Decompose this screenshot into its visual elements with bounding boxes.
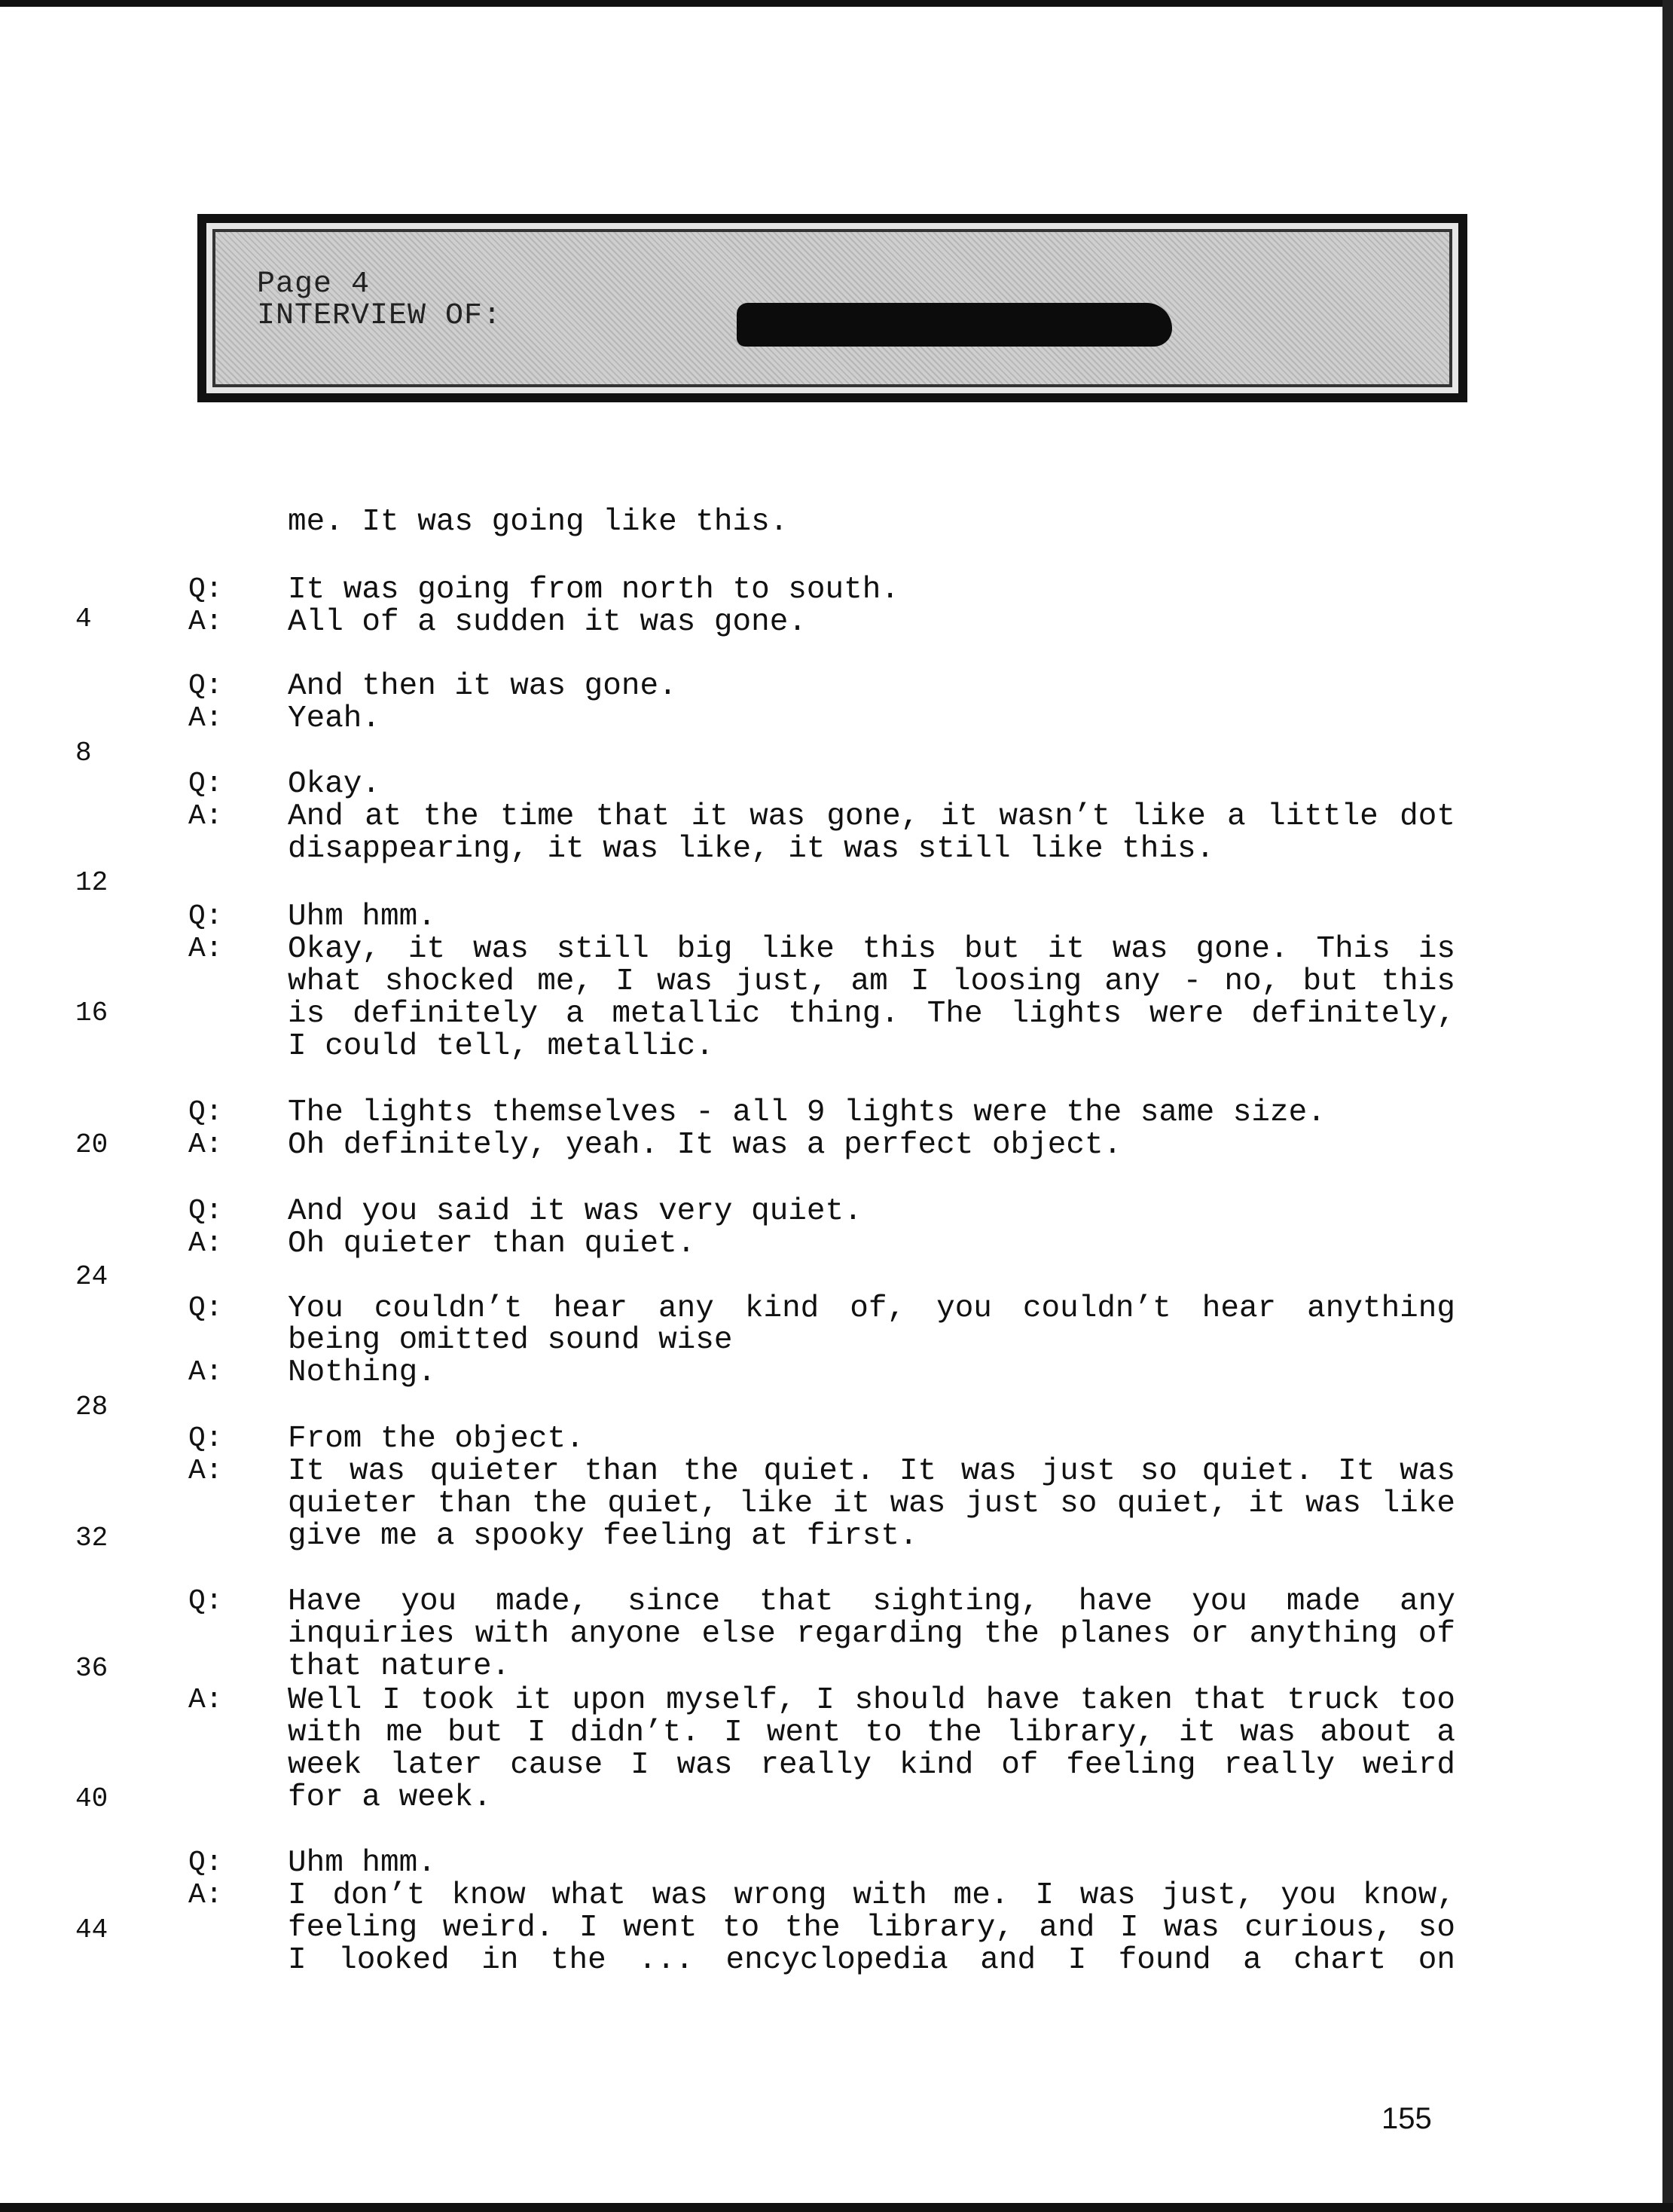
question-label: Q:	[188, 1422, 223, 1455]
transcript-line: Uhm hmm.	[288, 1846, 436, 1881]
transcript-line: Yeah.	[288, 701, 381, 736]
transcript-line: Have you made, since that sighting, have you made any	[288, 1584, 1455, 1619]
transcript-line: Oh quieter than quiet.	[288, 1227, 696, 1261]
transcript-line: what shocked me, I was just, am I loosing any - no, but this	[288, 964, 1455, 999]
line-number: 24	[75, 1261, 108, 1292]
question-label: Q:	[188, 1847, 223, 1879]
answer-label: A:	[188, 1356, 223, 1389]
transcript-line: It was quieter than the quiet. It was just so quiet. It was	[288, 1454, 1455, 1489]
line-number: 12	[75, 867, 108, 898]
transcript-line: Well I took it upon myself, I should have taken that truck too	[288, 1683, 1455, 1718]
answer-label: A:	[188, 1129, 223, 1161]
question-label: Q:	[188, 900, 223, 933]
transcript-line: And at the time that it was gone, it wasn’t like a little dot	[288, 799, 1455, 834]
transcript-line: And then it was gone.	[288, 669, 677, 704]
transcript-line: inquiries with anyone else regarding the planes or anything of	[288, 1617, 1455, 1651]
transcript-line: Uhm hmm.	[288, 900, 436, 934]
line-number: 44	[75, 1914, 108, 1945]
transcript-line: is definitely a metallic thing. The lights were definitely,	[288, 997, 1455, 1031]
question-label: Q:	[188, 1096, 223, 1129]
transcript-line: I don’t know what was wrong with me. I was just, you know,	[288, 1878, 1455, 1913]
line-number: 32	[75, 1523, 108, 1554]
answer-label: A:	[188, 800, 223, 833]
question-label: Q:	[188, 1585, 223, 1618]
answer-label: A:	[188, 933, 223, 965]
transcript-line: Nothing.	[288, 1355, 436, 1390]
transcript-line: Okay, it was still big like this but it was gone. This is	[288, 932, 1455, 967]
interview-header-box	[197, 214, 1467, 402]
question-label: Q:	[188, 768, 223, 800]
transcript-line: being omitted sound wise	[288, 1323, 733, 1358]
question-label: Q:	[188, 573, 223, 606]
header-shaded-panel	[212, 229, 1452, 387]
line-number: 20	[75, 1129, 108, 1160]
answer-label: A:	[188, 1879, 223, 1911]
transcript-line: feeling weird. I went to the library, and I was curious, so	[288, 1911, 1455, 1945]
transcript-line: And you said it was very quiet.	[288, 1194, 862, 1229]
transcript-line: disappearing, it was like, it was still like this.	[288, 832, 1215, 866]
line-number: 8	[75, 738, 92, 768]
scan-edge-right	[1662, 0, 1673, 2212]
line-number: 40	[75, 1783, 108, 1814]
answer-label: A:	[188, 1227, 223, 1260]
answer-label: A:	[188, 606, 223, 638]
interview-of-label: INTERVIEW OF:	[257, 299, 502, 333]
transcript-line: You couldn’t hear any kind of, you couldn’t hear anything	[288, 1291, 1455, 1326]
transcript-line: From the object.	[288, 1422, 585, 1456]
transcript-line: give me a spooky feeling at first.	[288, 1519, 918, 1554]
transcript-line: Oh definitely, yeah. It was a perfect object.	[288, 1128, 1122, 1163]
page-label: Page 4	[257, 267, 371, 301]
redaction-mark	[737, 303, 1172, 347]
transcript-line: that nature.	[288, 1649, 511, 1684]
transcript-line: quieter than the quiet, like it was just so quiet, it was like	[288, 1486, 1455, 1521]
question-label: Q:	[188, 1292, 223, 1324]
scan-edge-bottom	[0, 2203, 1673, 2212]
transcript-line: me. It was going like this.	[288, 505, 789, 539]
transcript-line: I could tell, metallic.	[288, 1029, 714, 1064]
answer-label: A:	[188, 1455, 223, 1487]
question-label: Q:	[188, 1195, 223, 1227]
transcript-line: The lights themselves - all 9 lights were the same size.	[288, 1095, 1326, 1130]
transcript-line: for a week.	[288, 1780, 492, 1815]
answer-label: A:	[188, 702, 223, 735]
transcript-line: It was going from north to south.	[288, 573, 899, 607]
transcript-line: with me but I didn’t. I went to the library, it was about a	[288, 1716, 1455, 1750]
transcript-line: week later cause I was really kind of feeling really weird	[288, 1748, 1455, 1783]
line-number: 28	[75, 1392, 108, 1422]
scan-edge-top	[0, 0, 1673, 7]
line-number: 36	[75, 1653, 108, 1684]
answer-label: A:	[188, 1684, 223, 1716]
transcript-line: Okay.	[288, 767, 381, 802]
question-label: Q:	[188, 670, 223, 702]
page-number: 155	[1381, 2102, 1432, 2135]
line-number: 16	[75, 998, 108, 1028]
transcript-line: I looked in the ... encyclopedia and I found a chart on	[288, 1943, 1455, 1978]
line-number: 4	[75, 603, 92, 634]
transcript-line: All of a sudden it was gone.	[288, 605, 807, 640]
